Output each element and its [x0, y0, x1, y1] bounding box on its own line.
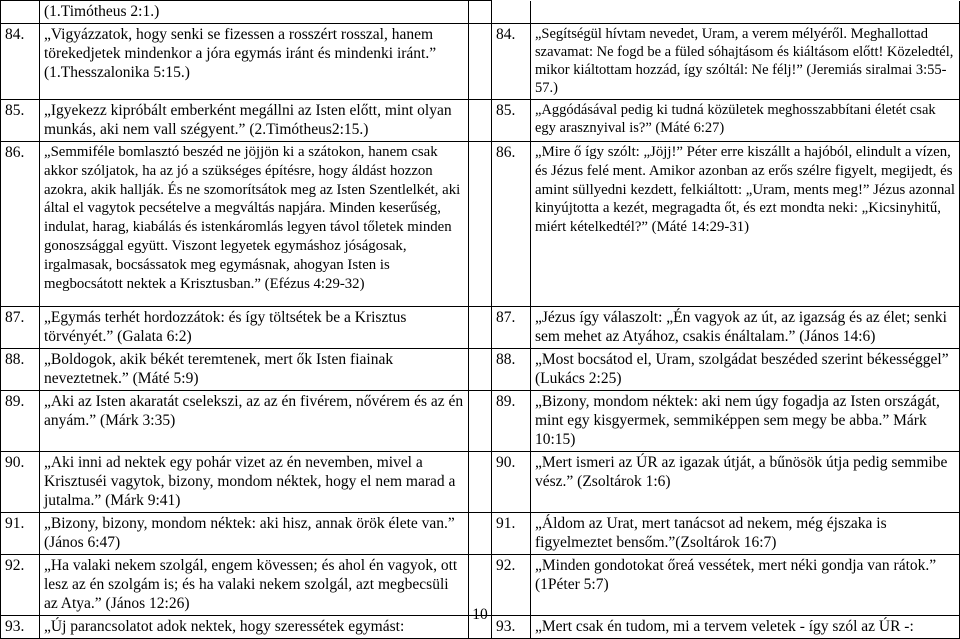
- verse-text-right: „Minden gondotokat őreá vessétek, mert néki gondja van rátok.” (1Péter 5:7): [531, 555, 960, 616]
- verse-number-left: 84.: [1, 24, 40, 100]
- table-row: [1, 1, 960, 24]
- verse-text-left: (1.Timótheus 2:1.): [40, 1, 469, 24]
- column-gap: [469, 307, 492, 349]
- verse-number-right: 92.: [492, 555, 531, 616]
- verse-number-right: 86.: [492, 142, 531, 307]
- verse-text-right: „Bizony, mondom néktek: aki nem úgy fogadja az Isten országát, mint egy kisgyermek, semmiképpen sem megy be abba.” Márk 10:15): [531, 391, 960, 452]
- verse-text-right: „Aggódásával pedig ki tudná közületek meghosszabbítani életét csak egy arasznyival is?” (Máté 6:27): [531, 100, 960, 142]
- verse-number-right: 90.: [492, 452, 531, 513]
- verse-text-right: „Mert ismeri az ÚR az igazak útját, a bűnösök útja pedig semmibe vész.” (Zsoltárok 1:6): [531, 452, 960, 513]
- column-gap: [469, 391, 492, 452]
- verse-text-left: „Bizony, bizony, mondom néktek: aki hisz, annak örök élete van.” (János 6:47): [40, 513, 469, 555]
- verse-number-right: [492, 1, 531, 24]
- table-row: [1, 307, 960, 349]
- verse-number-right: 84.: [492, 24, 531, 100]
- verse-number-right: 89.: [492, 391, 531, 452]
- verse-number-right: 93.: [492, 616, 531, 639]
- verse-number-right: 91.: [492, 513, 531, 555]
- verse-number-left: 85.: [1, 100, 40, 142]
- column-gap: [469, 513, 492, 555]
- column-gap: [469, 452, 492, 513]
- verse-number-left: 92.: [1, 555, 40, 616]
- table-row: [1, 24, 960, 100]
- verse-text-left: „Aki inni ad nektek egy pohár vizet az én nevemben, mivel a Krisztuséi vagytok, bizony, mondom néktek, hogy el nem marad a jutalma.” (Márk 9:41): [40, 452, 469, 513]
- verse-text-left: „Egymás terhét hordozzátok: és így töltsétek be a Krisztus törvényét.” (Galata 6:2): [40, 307, 469, 349]
- column-gap: [469, 100, 492, 142]
- column-gap: [469, 1, 492, 24]
- table-row: [1, 513, 960, 555]
- verse-text-right: „Mert csak én tudom, mi a tervem veletek - így szól az ÚR -:: [531, 616, 960, 639]
- verse-text-left: „Igyekezz kipróbált emberként megállni az Isten előtt, mint olyan munkás, aki nem vall szégyent.” (2.Timótheus2:15.): [40, 100, 469, 142]
- verse-text-left: „Boldogok, akik békét teremtenek, mert ők Isten fiainak neveztetnek.” (Máté 5:9): [40, 349, 469, 391]
- table-row: [1, 452, 960, 513]
- column-gap: [469, 142, 492, 307]
- table-row: [1, 100, 960, 142]
- verse-number-right: 88.: [492, 349, 531, 391]
- verse-text-right: [531, 1, 960, 24]
- verse-text-right: „Áldom az Urat, mert tanácsot ad nekem, még éjszaka is figyelmeztet bensőm.”(Zsoltárok 16:7): [531, 513, 960, 555]
- verse-text-left: „Aki az Isten akaratát cselekszi, az az én fivérem, nővérem és az én anyám.” (Márk 3:35): [40, 391, 469, 452]
- verse-text-right: „Most bocsátod el, Uram, szolgádat beszéded szerint békességgel” (Lukács 2:25): [531, 349, 960, 391]
- verse-text-right: „Jézus így válaszolt: „Én vagyok az út, az igazság és az élet; senki sem mehet az Atyához, csakis énáltalam.” (János 14:6): [531, 307, 960, 349]
- verse-number-left: 90.: [1, 452, 40, 513]
- page-number: 10: [472, 606, 488, 623]
- verse-text-right: „Segítségül hívtam nevedet, Uram, a verem mélyéről. Meghallottad szavamat: Ne fogd be a füled sóhajtásom és kiáltásom előtt! Közeledtél, mikor kiáltottam hozzád, így szóltál: Ne félj!” (Jeremiás siralmai 3:55-57.): [531, 24, 960, 100]
- table-row: [1, 349, 960, 391]
- verse-number-left: 91.: [1, 513, 40, 555]
- verse-number-right: 87.: [492, 307, 531, 349]
- verse-number-left: 93.: [1, 616, 40, 639]
- column-gap: [469, 24, 492, 100]
- verse-number-right: 85.: [492, 100, 531, 142]
- verse-number-left: [1, 1, 40, 24]
- table-row: [1, 142, 960, 307]
- verse-text-right: „Mire ő így szólt: „Jöjj!” Péter erre kiszállt a hajóból, elindult a vízen, és Jézus felé ment. Amikor azonban az erős szélre figyelt, megijedt, és amint süllyedni kezdett, felkiáltott: „Uram, ments meg!” Jézus azonnal kinyújtotta a kezét, megragadta őt, és ezt mondta neki: „Kicsinyhitű, miért kételkedtél?” (Máté 14:29-31): [531, 142, 960, 307]
- verse-text-left: „Semmiféle bomlasztó beszéd ne jöjjön ki a szátokon, hanem csak akkor szóljatok, ha az jó a szükséges építésre, hogy áldást hozzon azokra, akik hallják. És ne szomorítsátok meg az Isten Szentlelkét, aki által el vagytok pecsételve a megváltás napjára. Minden keserűség, indulat, harag, kiabálás és istenkáromlás legyen távol tőletek minden gonoszsággal együtt. Viszont legyetek egymáshoz jóságosak, irgalmasak, bocsássatok meg egymásnak, ahogyan Isten is megbocsátott nektek a Krisztusban.” (Efézus 4:29-32): [40, 142, 469, 307]
- verse-text-left: „Új parancsolatot adok nektek, hogy szeressétek egymást:: [40, 616, 469, 639]
- verse-number-left: 89.: [1, 391, 40, 452]
- column-gap: [469, 349, 492, 391]
- verse-number-left: 86.: [1, 142, 40, 307]
- table-row: [1, 391, 960, 452]
- verse-number-left: 87.: [1, 307, 40, 349]
- verse-text-left: „Ha valaki nekem szolgál, engem kövessen; és ahol én vagyok, ott lesz az én szolgám is; és ha valaki nekem szolgál, azt megbecsüli az Atya.” (János 12:26): [40, 555, 469, 616]
- verse-text-left: „Vigyázzatok, hogy senki se fizessen a rosszért rosszal, hanem törekedjetek mindenkor a jóra egymás iránt és mindenki iránt.” (1.Thesszalonika 5:15.): [40, 24, 469, 100]
- verse-number-left: 88.: [1, 349, 40, 391]
